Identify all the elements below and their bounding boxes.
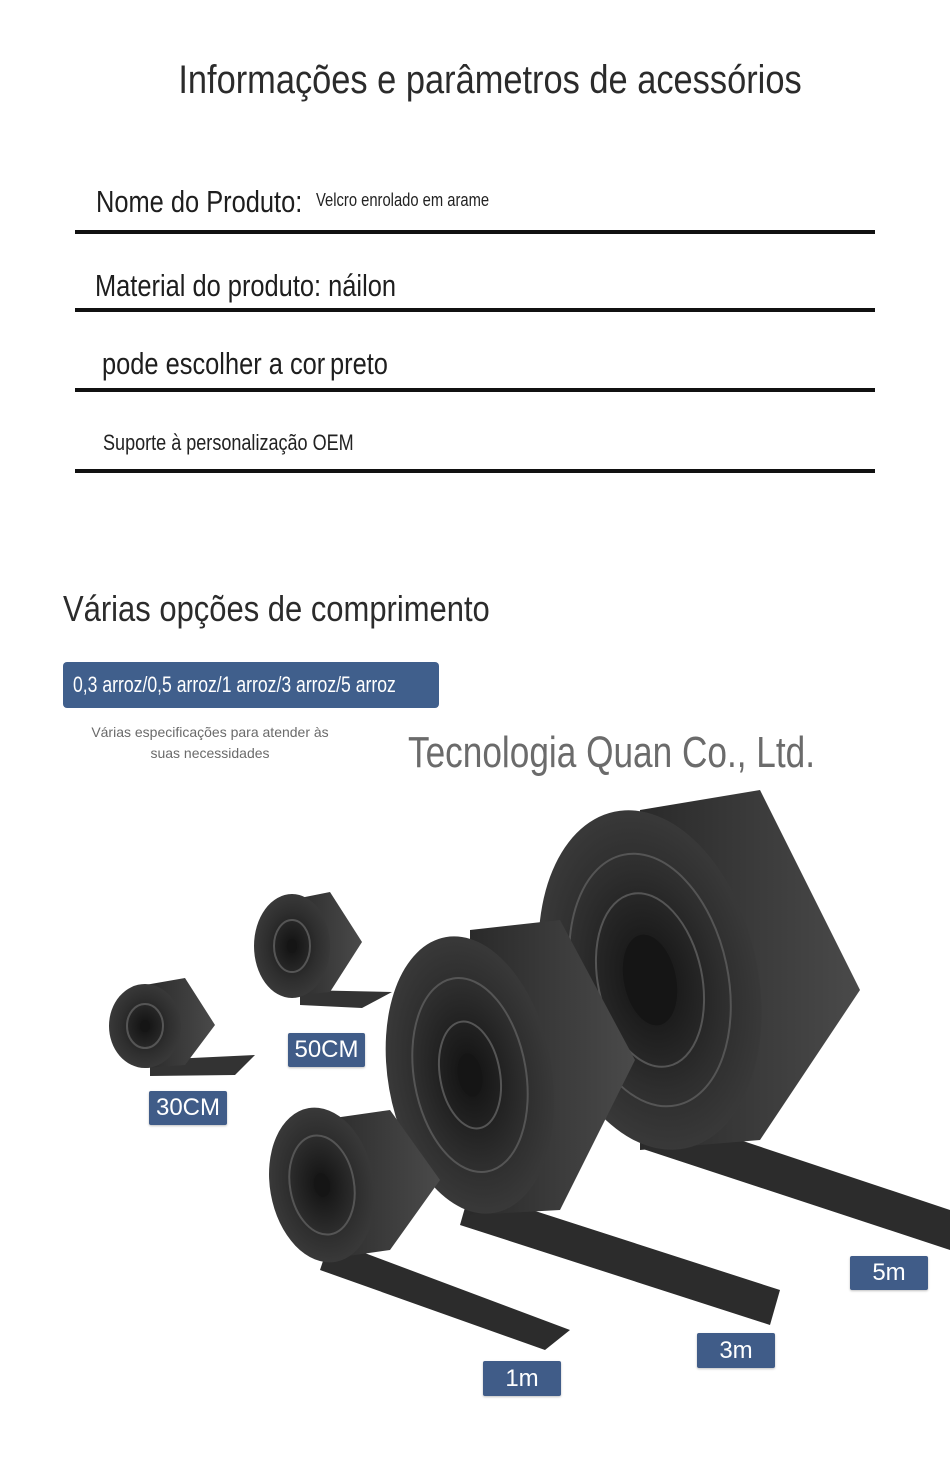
page-title: Informações e parâmetros de acessórios [178, 58, 802, 102]
spec-note: Várias especificações para atender às suas necessidades [91, 724, 329, 761]
color-label: pode escolher a cor [102, 346, 326, 381]
color-value: preto [330, 346, 388, 381]
size-badge-1m: 1m [483, 1361, 561, 1396]
size-badge-5m: 5m [850, 1256, 928, 1290]
company-name: Tecnologia Quan Co., Ltd. [408, 728, 816, 777]
length-options-text: 0,3 arroz/0,5 arroz/1 arroz/3 arroz/5 arroz [73, 672, 396, 697]
divider [75, 308, 875, 312]
size-badge-50cm: 50CM [288, 1033, 365, 1067]
roll-50cm [254, 892, 392, 1008]
divider [75, 469, 875, 473]
material-row: Material do produto: náilon [95, 268, 397, 303]
product-name-value: Velcro enrolado em arame [316, 190, 490, 210]
length-options-banner [63, 662, 439, 708]
divider [75, 388, 875, 392]
oem-row: Suporte à personalização OEM [103, 430, 354, 455]
divider [75, 230, 875, 234]
product-name-label: Nome do Produto: [96, 184, 303, 219]
size-badge-30cm: 30CM [149, 1091, 227, 1125]
section-heading: Várias opções de comprimento [63, 588, 490, 629]
roll-30cm [109, 978, 255, 1076]
size-badge-3m: 3m [697, 1333, 775, 1368]
product-photo [0, 770, 950, 1476]
